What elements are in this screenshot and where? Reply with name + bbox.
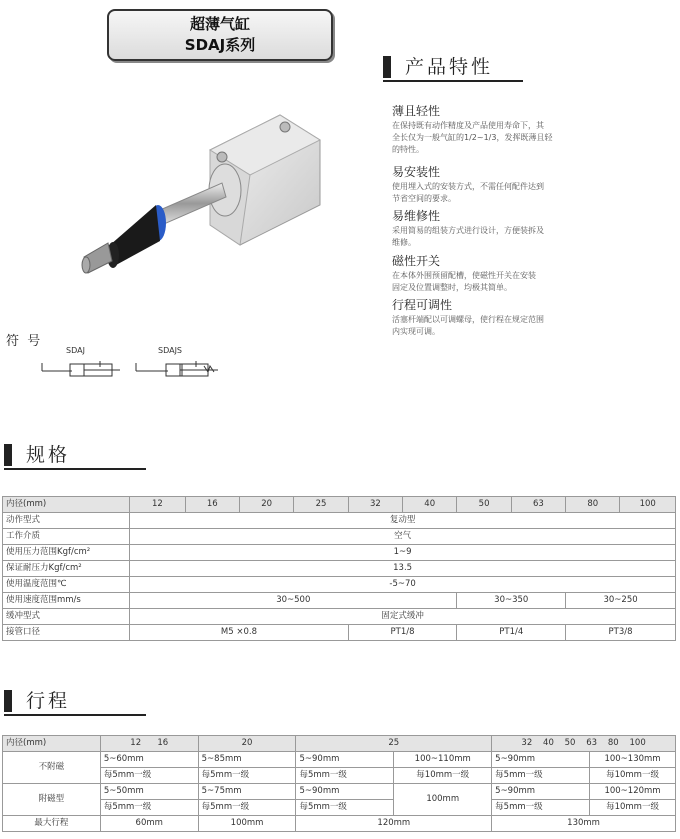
table-row: 使用压力范围Kgf/cm² 1~9	[3, 545, 676, 561]
feature-item: 磁性开关 在本体外围预留配槽，使磁性开关在安装 固定及位置调整时，均极其简单。	[392, 254, 536, 292]
heading-bar-icon	[383, 56, 391, 78]
table-row: 缓冲型式 固定式缓冲	[3, 609, 676, 625]
table-row: 使用温度范围℃ -5~70	[3, 577, 676, 593]
table-row: 工作介质 空气	[3, 529, 676, 545]
table-row: 使用速度范围mm/s 30~500 30~350 30~250	[3, 593, 676, 609]
feature-item: 薄且轻性 在保持既有动作精度及产品使用寿命下，其 全长仅为一般气缸的1/2~1/3，发挥既薄且轻 的特性。	[392, 104, 553, 154]
table-header-row: 内径(mm) 12 16 20 25 32 40 50 63 80 100	[3, 736, 676, 752]
table-row: 每5mm一级 每5mm一级 每5mm一级 每5mm一级 每10mm一级	[3, 800, 676, 816]
feature-item: 行程可调性 活塞杆端配以可调螺母，使行程在规定范围 内实现可调。	[392, 298, 544, 336]
stroke-heading: 行程	[4, 688, 146, 716]
table-row: 接管口径 M5 ×0.8 PT1/8 PT1/4 PT3/8	[3, 625, 676, 641]
table-row: 不附磁 5~60mm 5~85mm 5~90mm 100~110mm 5~90mm 100~130mm	[3, 752, 676, 768]
spec-heading: 规格	[4, 442, 146, 470]
feature-item: 易维修性 采用简易的组装方式进行设计，方便装拆及 维修。	[392, 209, 544, 247]
symbol-sdaj-label: SDAJ	[66, 346, 85, 355]
cylinder-product-image	[70, 105, 330, 285]
heading-bar-icon	[4, 444, 12, 466]
features-heading: 产品特性	[383, 54, 523, 82]
feature-item: 易安装性 使用埋入式的安装方式，不需任何配件达到 节省空间的要求。	[392, 165, 544, 203]
table-row: 附磁型 5~50mm 5~75mm 5~90mm 100mm 5~90mm 100~120mm	[3, 784, 676, 800]
cylinder-symbol-diagram	[40, 358, 220, 382]
symbol-label: 符 号	[6, 334, 41, 349]
page-title: 超薄气缸	[189, 15, 250, 33]
table-header-row: 内径(mm) 12 16 20 25 32 40 50 63 80 100	[3, 497, 676, 513]
table-row: 每5mm一级 每5mm一级 每5mm一级 每10mm一级 每5mm一级 每10mm一级	[3, 768, 676, 784]
table-row: 动作型式 复动型	[3, 513, 676, 529]
spec-table	[2, 496, 676, 641]
table-row: 保证耐压力Kgf/cm² 13.5	[3, 561, 676, 577]
stroke-table	[2, 735, 676, 832]
symbol-sdajs-label: SDAJS	[158, 346, 183, 355]
heading-bar-icon	[4, 690, 12, 712]
title-box	[107, 9, 333, 61]
table-row: 最大行程 60mm 100mm 120mm 130mm	[3, 816, 676, 832]
page-subtitle: SDAJ系列	[184, 36, 256, 54]
